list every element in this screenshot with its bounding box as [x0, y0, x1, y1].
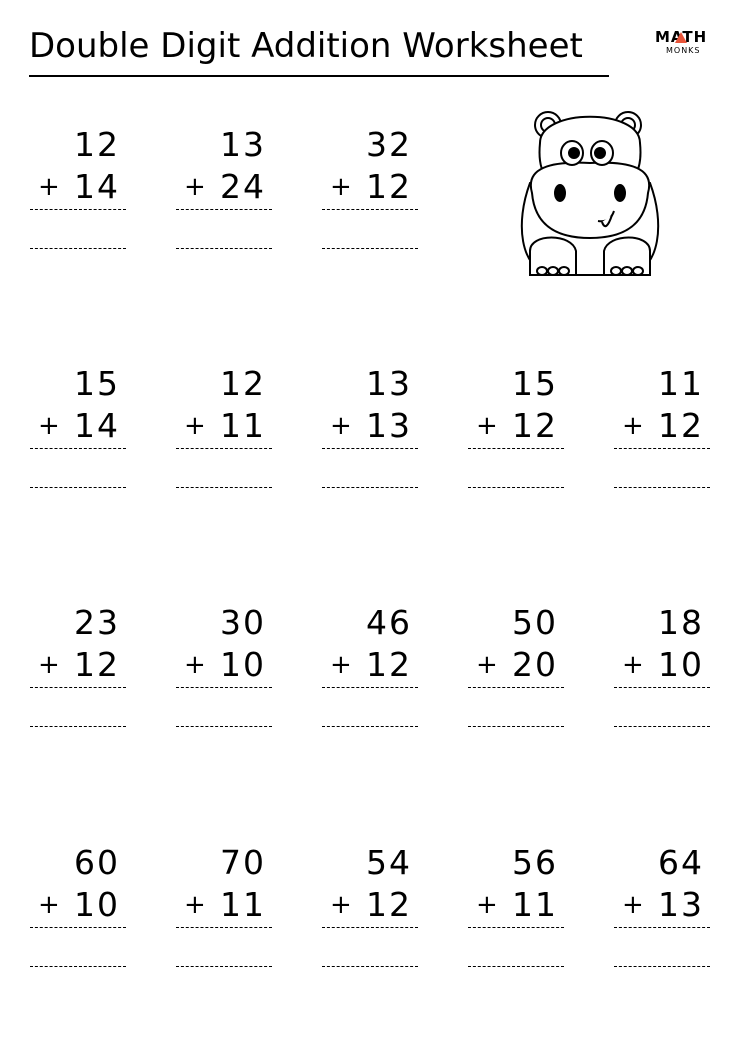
addition-problem — [614, 843, 714, 973]
answer-line[interactable] — [322, 726, 418, 727]
addend-bottom: 12 — [512, 406, 558, 445]
plus-sign: + — [184, 172, 206, 202]
addition-problem — [30, 603, 130, 733]
addition-problem — [468, 364, 568, 494]
addend-bottom: 10 — [74, 885, 120, 924]
plus-sign: + — [330, 890, 352, 920]
addend-bottom: 11 — [512, 885, 558, 924]
addend-bottom: 12 — [366, 645, 412, 684]
sum-line — [322, 209, 418, 210]
addition-problem — [30, 125, 130, 255]
sum-line — [322, 448, 418, 449]
addend-top: 13 — [366, 364, 412, 403]
sum-line — [322, 927, 418, 928]
page-title: Double Digit Addition Worksheet — [29, 26, 583, 66]
plus-sign: + — [38, 411, 60, 441]
addend-bottom: 11 — [220, 406, 266, 445]
plus-sign: + — [38, 650, 60, 680]
addend-bottom: 12 — [366, 167, 412, 206]
answer-line[interactable] — [468, 487, 564, 488]
addition-problem — [30, 364, 130, 494]
addend-bottom: 11 — [220, 885, 266, 924]
addition-problem — [30, 843, 130, 973]
answer-line[interactable] — [322, 966, 418, 967]
addend-top: 11 — [658, 364, 704, 403]
addition-problem — [322, 603, 422, 733]
plus-sign: + — [622, 890, 644, 920]
addition-problem — [322, 125, 422, 255]
answer-line[interactable] — [176, 726, 272, 727]
answer-line[interactable] — [468, 726, 564, 727]
sum-line — [614, 687, 710, 688]
addend-bottom: 12 — [74, 645, 120, 684]
sum-line — [176, 448, 272, 449]
answer-line[interactable] — [30, 726, 126, 727]
addition-problem — [176, 843, 276, 973]
addend-top: 60 — [74, 843, 120, 882]
addend-bottom: 24 — [220, 167, 266, 206]
sum-line — [322, 687, 418, 688]
sum-line — [30, 687, 126, 688]
addend-bottom: 14 — [74, 167, 120, 206]
answer-line[interactable] — [176, 248, 272, 249]
addend-top: 15 — [74, 364, 120, 403]
addition-problem — [468, 603, 568, 733]
addend-bottom: 10 — [658, 645, 704, 684]
sum-line — [176, 209, 272, 210]
answer-line[interactable] — [30, 248, 126, 249]
addend-top: 46 — [366, 603, 412, 642]
plus-sign: + — [38, 172, 60, 202]
sum-line — [30, 209, 126, 210]
addend-top: 13 — [220, 125, 266, 164]
sum-line — [614, 927, 710, 928]
addition-problem — [176, 603, 276, 733]
addend-top: 50 — [512, 603, 558, 642]
plus-sign: + — [622, 411, 644, 441]
plus-sign: + — [622, 650, 644, 680]
sum-line — [176, 687, 272, 688]
addend-bottom: 14 — [74, 406, 120, 445]
sum-line — [30, 448, 126, 449]
title-underline — [29, 75, 609, 77]
plus-sign: + — [330, 411, 352, 441]
plus-sign: + — [476, 411, 498, 441]
answer-line[interactable] — [468, 966, 564, 967]
addend-top: 15 — [512, 364, 558, 403]
plus-sign: + — [330, 650, 352, 680]
addend-bottom: 10 — [220, 645, 266, 684]
addition-problem — [322, 364, 422, 494]
plus-sign: + — [38, 890, 60, 920]
answer-line[interactable] — [322, 487, 418, 488]
addend-bottom: 13 — [658, 885, 704, 924]
logo-text-top: MATH — [655, 28, 708, 46]
answer-line[interactable] — [30, 966, 126, 967]
plus-sign: + — [330, 172, 352, 202]
plus-sign: + — [184, 890, 206, 920]
addend-bottom: 13 — [366, 406, 412, 445]
addend-top: 30 — [220, 603, 266, 642]
addition-problem — [322, 843, 422, 973]
addend-top: 23 — [74, 603, 120, 642]
plus-sign: + — [476, 890, 498, 920]
addition-problem — [468, 843, 568, 973]
addend-top: 64 — [658, 843, 704, 882]
addend-top: 56 — [512, 843, 558, 882]
addition-problem — [176, 364, 276, 494]
sum-line — [614, 448, 710, 449]
sum-line — [468, 448, 564, 449]
answer-line[interactable] — [30, 487, 126, 488]
addition-problem — [614, 364, 714, 494]
plus-sign: + — [476, 650, 498, 680]
sum-line — [176, 927, 272, 928]
plus-sign: + — [184, 411, 206, 441]
addend-bottom: 12 — [658, 406, 704, 445]
addend-top: 12 — [74, 125, 120, 164]
sum-line — [468, 687, 564, 688]
answer-line[interactable] — [176, 966, 272, 967]
answer-line[interactable] — [322, 248, 418, 249]
plus-sign: + — [184, 650, 206, 680]
addition-problem — [614, 603, 714, 733]
answer-line[interactable] — [614, 487, 710, 488]
addend-bottom: 12 — [366, 885, 412, 924]
logo-triangle-icon — [675, 32, 687, 43]
addend-top: 54 — [366, 843, 412, 882]
math-monks-logo — [655, 28, 715, 58]
addend-top: 12 — [220, 364, 266, 403]
addend-bottom: 20 — [512, 645, 558, 684]
answer-line[interactable] — [176, 487, 272, 488]
hippo-illustration — [510, 103, 670, 285]
addend-top: 32 — [366, 125, 412, 164]
addend-top: 70 — [220, 843, 266, 882]
addend-top: 18 — [658, 603, 704, 642]
sum-line — [30, 927, 126, 928]
addition-problem — [176, 125, 276, 255]
answer-line[interactable] — [614, 726, 710, 727]
logo-text-bottom: MONKS — [666, 46, 701, 55]
answer-line[interactable] — [614, 966, 710, 967]
sum-line — [468, 927, 564, 928]
